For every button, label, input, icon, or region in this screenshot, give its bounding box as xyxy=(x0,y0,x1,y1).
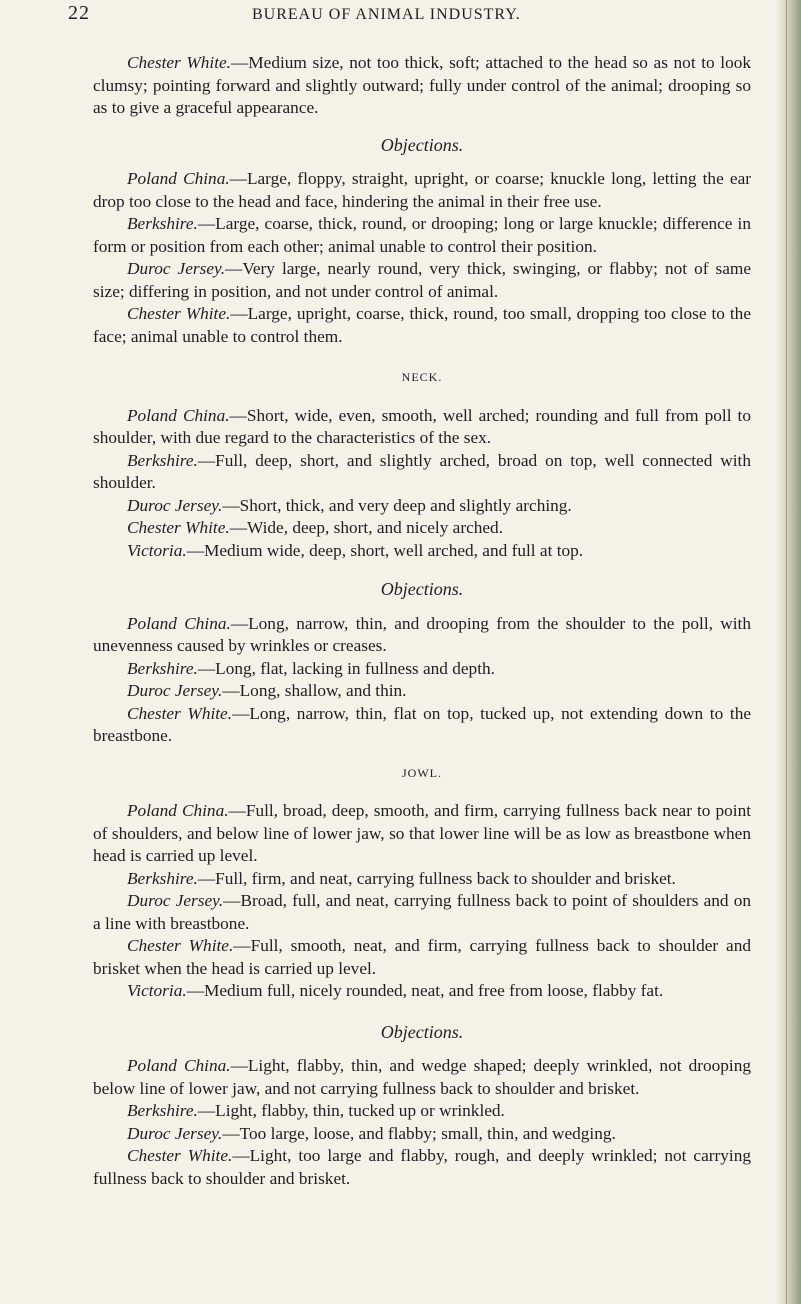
breed-description: —Short, wide, even, smooth, well arched; rounding and full from poll to shoulder, with due regard to the characteristics of the sex. xyxy=(93,405,752,447)
breed-name: Duroc Jersey. xyxy=(127,681,223,700)
breed-name: Chester White. xyxy=(127,936,234,955)
breed-description: —Light, too large and flabby, rough, and deeply wrinkled; not carrying fullness back to shoulder and brisket. xyxy=(93,1146,751,1188)
breed-name: Berkshire. xyxy=(127,214,198,233)
breed-description: —Full, smooth, neat, and firm, carrying fullness back to shoulder and brisket when the head is carried up level. xyxy=(93,936,751,978)
neck-victoria xyxy=(93,540,751,563)
breed-name: Duroc Jersey. xyxy=(127,259,226,278)
breed-description: —Too large, loose, and flabby; small, thin, and wedging. xyxy=(222,1123,616,1143)
jowl-duroc-jersey xyxy=(93,890,751,935)
breed-name: Duroc Jersey. xyxy=(127,495,223,515)
ear-objection-berkshire xyxy=(93,213,751,258)
breed-name: Poland China. xyxy=(127,801,229,820)
breed-name: Chester White. xyxy=(127,1146,233,1165)
breed-name: Poland China. xyxy=(127,169,230,188)
breed-name: Poland China. xyxy=(127,405,230,425)
neck-duroc-jersey xyxy=(93,495,751,518)
jowl-objection-chester-white xyxy=(93,1145,751,1190)
ear-objection-chester-white xyxy=(93,303,751,348)
neck-objection-berkshire xyxy=(93,658,751,681)
jowl-objection-poland-china xyxy=(93,1055,751,1100)
breed-description: —Long, shallow, and thin. xyxy=(222,681,407,700)
page-binding-edge xyxy=(775,0,801,1304)
ear-standard-chester-white xyxy=(93,52,751,120)
breed-description: —Light, flabby, thin, tucked up or wrinkled. xyxy=(197,1101,505,1120)
binding-line xyxy=(786,0,787,1304)
breed-description: —Light, flabby, thin, and wedge shaped; deeply wrinkled, not drooping below line of lower jaw, and not carrying fullness back to shoulder and brisket. xyxy=(93,1056,751,1098)
breed-name: Duroc Jersey. xyxy=(127,1123,223,1143)
page-content xyxy=(93,52,751,1190)
breed-name: Duroc Jersey. xyxy=(127,891,224,910)
neck-objections-heading: Objections. xyxy=(380,579,464,599)
breed-description: —Short, thick, and very deep and slightly arching. xyxy=(222,495,572,515)
jowl-objection-duroc-jersey xyxy=(93,1123,751,1146)
breed-description: —Large, floppy, straight, upright, or coarse; knuckle long, letting the ear drop too close to the head and face, hindering the animal in their free use. xyxy=(93,169,752,211)
breed-description: —Long, narrow, thin, flat on top, tucked up, not extending down to the breastbone. xyxy=(93,703,752,745)
breed-description: —Wide, deep, short, and nicely arched. xyxy=(229,518,504,537)
neck-objection-chester-white xyxy=(93,703,751,748)
neck-objection-poland-china xyxy=(93,613,751,658)
breed-name: Berkshire. xyxy=(127,658,198,678)
breed-name: Victoria. xyxy=(127,540,187,560)
breed-description: —Broad, full, and neat, carrying fullness back to point of shoulders and on a line with breastbone. xyxy=(93,891,751,933)
breed-description: —Medium wide, deep, short, well arched, and full at top. xyxy=(186,540,584,560)
ear-objection-poland-china xyxy=(93,168,751,213)
jowl-objections-heading: Objections. xyxy=(380,1021,464,1042)
page-number: 22 xyxy=(68,2,90,24)
breed-description: —Medium size, not too thick, soft; attached to the head so as not to look clumsy; pointing forward and slightly outward; fully under control of the animal; drooping so as to give a graceful appearance. xyxy=(93,53,751,117)
breed-name: Poland China. xyxy=(127,1056,231,1075)
neck-chester-white xyxy=(93,517,751,540)
jowl-heading: JOWL. xyxy=(402,765,442,780)
neck-berkshire xyxy=(93,450,751,495)
jowl-victoria xyxy=(93,980,751,1003)
breed-name: Chester White. xyxy=(127,703,233,723)
ear-objection-duroc-jersey xyxy=(93,258,751,303)
breed-name: Chester White. xyxy=(127,304,231,323)
breed-description: —Full, deep, short, and slightly arched, broad on top, well connected with shoulder. xyxy=(93,450,751,492)
breed-description: —Large, upright, coarse, thick, round, too small, dropping too close to the face; animal unable to control them. xyxy=(93,304,751,346)
breed-description: —Medium full, nicely rounded, neat, and free from loose, flabby fat. xyxy=(186,981,664,1000)
breed-description: —Long, narrow, thin, and drooping from the shoulder to the poll, with unevenness caused by wrinkles or creases. xyxy=(93,613,751,655)
breed-name: Berkshire. xyxy=(127,1101,198,1120)
breed-description: —Long, flat, lacking in fullness and depth. xyxy=(197,658,495,678)
breed-description: —Full, firm, and neat, carrying fullness back to shoulder and brisket. xyxy=(197,868,676,888)
breed-name: Berkshire. xyxy=(127,868,198,888)
jowl-objection-berkshire xyxy=(93,1100,751,1123)
running-head xyxy=(68,2,768,30)
breed-description: —Large, coarse, thick, round, or drooping; long or large knuckle; difference in form or position from each other; animal unable to control their position. xyxy=(93,214,751,256)
neck-poland-china xyxy=(93,405,751,450)
breed-description: —Full, broad, deep, smooth, and firm, carrying fullness back near to point of shoulders, and below line of lower jaw, so that lower line will be as low as breastbone when head is carried up level. xyxy=(93,801,752,865)
jowl-berkshire xyxy=(93,868,751,891)
breed-name: Victoria. xyxy=(127,981,187,1000)
jowl-poland-china xyxy=(93,800,751,868)
breed-name: Berkshire. xyxy=(127,450,198,470)
neck-objection-duroc-jersey xyxy=(93,680,751,703)
breed-name: Chester White. xyxy=(127,518,230,537)
breed-name: Chester White. xyxy=(127,53,231,72)
neck-heading: NECK. xyxy=(401,370,443,384)
breed-description: —Very large, nearly round, very thick, swinging, or flabby; not of same size; differing in position, and not under control of animal. xyxy=(93,259,751,301)
running-title: BUREAU OF ANIMAL INDUSTRY. xyxy=(252,6,521,23)
breed-name: Poland China. xyxy=(127,613,231,633)
jowl-chester-white xyxy=(93,935,751,980)
ear-objections-heading: Objections. xyxy=(380,134,464,155)
